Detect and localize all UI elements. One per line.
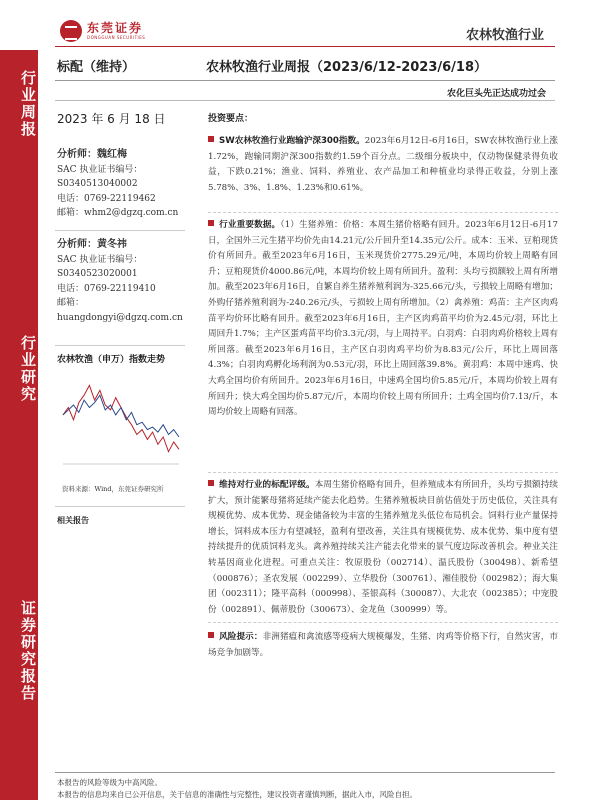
footer-divider [55,772,555,773]
logo-icon [60,20,82,42]
analyst-cert-label: SAC 执业证书编号： [57,164,143,175]
bullet-market [208,134,558,196]
subtitle-divider [55,100,555,101]
bullet-text: （1）生猪养殖：价格：本周生猪价格略有回升。2023年6月12日-6月17日，全国外三元生猪平均价先由14.21元/公斤回升至14.35元/公斤。成本：玉米、豆粕现货价有所回升。截至2023年6月16日，玉米现货价2775.29元/吨，本周均价较上周略有回升；豆粕现货价4000.86元/吨，本周均价较上周有所回升。盈利：头均亏损额较上周有所增加。截至2023年6月16日，自繁自养生猪养殖利润为-325.66元/头，亏损较上周略有增加；外购仔猪养殖利润为-240.26元/头，亏损较上周有所增加。（2）禽养殖：鸡苗：主产区肉鸡苗平均价环比略有回升。截至2023年6月16日，主产区肉鸡苗平均价为2.45元/羽，环比上周回升1.7%；主产区蛋鸡苗平均价3.3元/羽，与上周持平。白羽鸡：白羽肉鸡价格较上周有所回落。截至2023年6月16日，主产区白羽肉鸡平均价为8.83元/公斤，环比上周回落4.3%；白羽肉鸡孵化场利润为0.53元/羽，环比上周回落39.8%。黄羽鸡：本周中速鸡、快大鸡全国均价有所回升。2023年6月16日，中速鸡全国均价5.85元/斤，本周均价较上周有所回升；快大鸡全国均价5.87元/斤，本周均价较上周有所回升；土鸡全国均价7.13/斤，本周均价较上周略有回落。 [208,220,558,418]
analyst-cert: S0340523020001 [57,269,138,279]
header [0,0,600,50]
chart-title: 农林牧渔（申万）指数走势 [57,355,166,365]
side-label-weekly: 行业周报 [19,70,37,138]
title-divider [55,80,555,81]
company-logo [60,20,145,42]
analyst-phone: 电话：0769-22119410 [57,283,156,294]
bullet-square-icon [208,136,214,142]
report-title: 农林牧渔行业周报（2023/6/12-2023/6/18） [206,60,488,75]
bullet-risk [208,630,558,661]
side-label-securities: 证券研究报告 [19,600,37,702]
index-trend-chart [57,368,185,478]
analyst-email[interactable]: huangdongyi@dgzq.com.cn [57,312,183,323]
analyst-cert-label: SAC 执业证书编号： [57,254,143,265]
logo-en-text: DONGGUAN SECURITIES [87,35,146,40]
report-date: 2023 年 6 月 18 日 [57,112,166,126]
bullet-square-icon [208,632,214,638]
bullet-industry-data [208,218,558,421]
bullet-square-icon [208,220,214,226]
chart-source: 资料来源：Wind，东莞证券研究所 [62,485,164,493]
analyst-card [57,238,183,325]
industry-label: 农林牧渔行业 [465,28,544,43]
analyst-phone: 电话：0769-22119462 [57,193,156,204]
section-divider [208,622,558,623]
analyst-email[interactable]: 邮箱：whm2@dgzq.com.cn [57,208,179,218]
report-subtitle: 农化巨头先正达成功过会 [446,89,546,99]
bullet-heading: SW农林牧渔行业跑输沪深300指数。 [219,136,365,146]
related-reports-heading: 相关报告 [57,516,89,525]
footer-risk-level: 本报告的风险等级为中高风险。 [57,778,162,787]
analyst-email-label: 邮箱： [57,298,85,308]
bullet-heading: 维持对行业的标配评级。 [219,480,315,490]
chart-series-line-0 [63,385,179,451]
chart-divider [55,345,185,346]
section-divider [208,212,558,213]
bullet-text: 非洲猪瘟和禽流感等疫病大规模爆发，生猪、肉鸡等价格下行，自然灾害，市场竞争加剧等。 [208,632,558,658]
rating: 标配（维持） [57,60,136,75]
chart-series-line-1 [63,395,179,437]
related-divider [55,506,185,507]
analyst-cert: S0340513040002 [57,179,138,189]
side-label-research: 行业研究 [19,335,37,403]
footer-disclaimer: 本报告的信息均来自已公开信息，关于信息的准确性与完整性，建议投资者谨慎判断，据此入市，风险自担。 [57,790,417,799]
logo-cn-text: 东莞证券 [87,21,144,35]
bullet-heading: 风险提示： [219,632,263,642]
header-divider [55,46,555,47]
analyst-name: 魏红梅 [97,149,127,160]
investment-highlights-heading: 投资要点： [208,114,254,124]
section-divider [208,472,558,473]
analyst-name: 黄冬祎 [97,239,127,250]
bullet-text: 本周生猪价格略有回升，但养殖成本有所回升，头均亏损额持续扩大，预计能繁母猪将延续产能去化趋势。生猪养殖板块目前估值处于历史低位，关注具有规模优势、成本优势、现金储备较为丰富的生猪养殖龙头低位布局机会。饲料行业产量保持增长，饲料成本压力有望减轻，盈利有望改善，关注具有规模优势、成本优势、集中度有望持续提升的优质饲料龙头。禽养殖持续关注产能去化带来的景气度边际改善机会。种业关注转基因商业化进程。可重点关注：牧原股份（002714）、温氏股份（300498）、新希望（000876）；圣农发展（002299）、立华股份（300761）、湘佳股份（002982）；海大集团（002311）；隆平高科（000998）、荃银高科（300087）、大北农（002385）；中宠股份（002891）、佩蒂股份（300673）、金龙鱼（300999）等。 [208,480,558,615]
bullet-text: 2023年6月12日-6月16日，SW农林牧渔行业上涨1.72%，跑输同期沪深300指数约1.59个百分点。二级细分板块中，仅动物保健录得负收益，下跌0.21%；渔业、饲料、养殖业、农产品加工和种植业均录得正收益，分别上涨5.78%、3%、1.8%、1.23%和0.61%。 [208,136,558,193]
analyst-card [57,148,178,221]
analyst-divider [55,230,185,231]
bullet-square-icon [208,480,214,486]
bullet-rating [208,478,558,618]
analyst-label: 分析师： [57,239,97,250]
analyst-label: 分析师： [57,149,97,160]
bullet-heading: 行业重要数据。 [219,220,281,230]
